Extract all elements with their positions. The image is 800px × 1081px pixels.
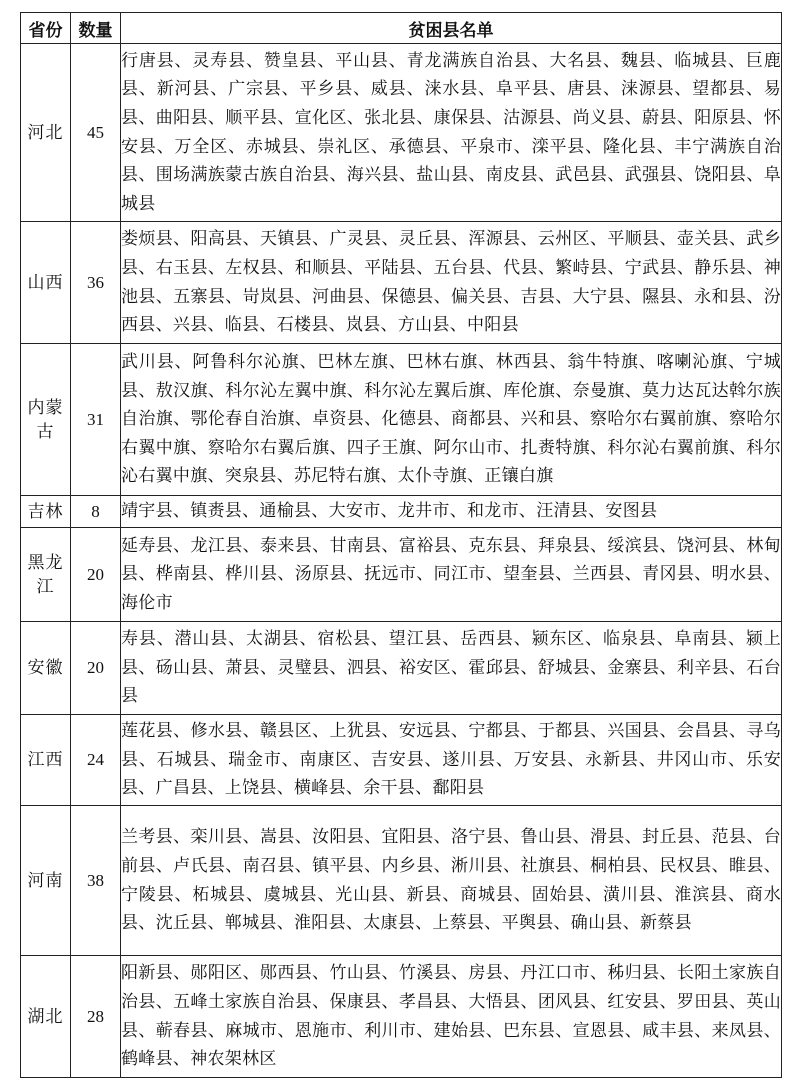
county-list-cell: 靖宇县、镇赉县、通榆县、大安市、龙井市、和龙市、汪清县、安图县: [121, 496, 782, 528]
count-cell: 38: [71, 806, 121, 956]
count-cell: 8: [71, 496, 121, 528]
county-list-cell: 兰考县、栾川县、嵩县、汝阳县、宜阳县、洛宁县、鲁山县、滑县、封丘县、范县、台前县、卢氏县、南召县、镇平县、内乡县、淅川县、社旗县、桐柏县、民权县、睢县、宁陵县、柘城县、虞城县、光山县、新县、商城县、固始县、潢川县、淮滨县、商水县、沈丘县、郸城县、淮阳县、太康县、上蔡县、平舆县、确山县、新蔡县: [121, 806, 782, 956]
table-row: [21, 222, 782, 344]
province-cell: 吉林: [21, 496, 71, 528]
table-row: [21, 496, 782, 528]
header-province: 省份: [21, 13, 71, 44]
count-cell: 31: [71, 344, 121, 496]
table-row: [21, 622, 782, 715]
poverty-county-table: [20, 12, 782, 1078]
county-list-cell: 阳新县、郧阳区、郧西县、竹山县、竹溪县、房县、丹江口市、秭归县、长阳土家族自治县、五峰土家族自治县、保康县、孝昌县、大悟县、团风县、红安县、罗田县、英山县、蕲春县、麻城市、恩施市、利川市、建始县、巴东县、宣恩县、咸丰县、来凤县、鹤峰县、神农架林区: [121, 956, 782, 1078]
table-row: [21, 806, 782, 956]
province-cell: 山西: [21, 222, 71, 344]
county-list-cell: 行唐县、灵寿县、赞皇县、平山县、青龙满族自治县、大名县、魏县、临城县、巨鹿县、新河县、广宗县、平乡县、威县、涞水县、阜平县、唐县、涞源县、望都县、易县、曲阳县、顺平县、宣化区、张北县、康保县、沽源县、尚义县、蔚县、阳原县、怀安县、万全区、赤城县、崇礼区、承德县、平泉市、滦平县、隆化县、丰宁满族自治县、围场满族蒙古族自治县、海兴县、盐山县、南皮县、武邑县、武强县、饶阳县、阜城县: [121, 44, 782, 222]
province-cell: 安徽: [21, 622, 71, 715]
province-cell: 内蒙古: [21, 344, 71, 496]
county-list-cell: 寿县、潜山县、太湖县、宿松县、望江县、岳西县、颍东区、临泉县、阜南县、颍上县、砀山县、萧县、灵璧县、泗县、裕安区、霍邱县、舒城县、金寨县、利辛县、石台县: [121, 622, 782, 715]
county-list-cell: 娄烦县、阳高县、天镇县、广灵县、灵丘县、浑源县、云州区、平顺县、壶关县、武乡县、右玉县、左权县、和顺县、平陆县、五台县、代县、繁峙县、宁武县、静乐县、神池县、五寨县、岢岚县、河曲县、保德县、偏关县、吉县、大宁县、隰县、永和县、汾西县、兴县、临县、石楼县、岚县、方山县、中阳县: [121, 222, 782, 344]
count-cell: 24: [71, 715, 121, 806]
province-cell: 河南: [21, 806, 71, 956]
count-cell: 20: [71, 528, 121, 622]
count-cell: 20: [71, 622, 121, 715]
table-row: [21, 715, 782, 806]
count-cell: 28: [71, 956, 121, 1078]
table-row: [21, 344, 782, 496]
county-list-cell: 莲花县、修水县、赣县区、上犹县、安远县、宁都县、于都县、兴国县、会昌县、寻乌县、石城县、瑞金市、南康区、吉安县、遂川县、万安县、永新县、井冈山市、乐安县、广昌县、上饶县、横峰县、余干县、鄱阳县: [121, 715, 782, 806]
province-cell: 河北: [21, 44, 71, 222]
count-cell: 36: [71, 222, 121, 344]
county-list-cell: 延寿县、龙江县、泰来县、甘南县、富裕县、克东县、拜泉县、绥滨县、饶河县、林甸县、桦南县、桦川县、汤原县、抚远市、同江市、望奎县、兰西县、青冈县、明水县、海伦市: [121, 528, 782, 622]
header-count: 数量: [71, 13, 121, 44]
table-row: [21, 956, 782, 1078]
province-cell: 江西: [21, 715, 71, 806]
header-list: 贫困县名单: [121, 13, 782, 44]
province-cell: 黑龙江: [21, 528, 71, 622]
table-header-row: [21, 13, 782, 44]
province-cell: 湖北: [21, 956, 71, 1078]
count-cell: 45: [71, 44, 121, 222]
table-row: [21, 528, 782, 622]
table-row: [21, 44, 782, 222]
county-list-cell: 武川县、阿鲁科尔沁旗、巴林左旗、巴林右旗、林西县、翁牛特旗、喀喇沁旗、宁城县、敖汉旗、科尔沁左翼中旗、科尔沁左翼后旗、库伦旗、奈曼旗、莫力达瓦达斡尔族自治旗、鄂伦春自治旗、卓资县、化德县、商都县、兴和县、察哈尔右翼前旗、察哈尔右翼中旗、察哈尔右翼后旗、四子王旗、阿尔山市、扎赉特旗、科尔沁右翼前旗、科尔沁右翼中旗、突泉县、苏尼特右旗、太仆寺旗、正镶白旗: [121, 344, 782, 496]
